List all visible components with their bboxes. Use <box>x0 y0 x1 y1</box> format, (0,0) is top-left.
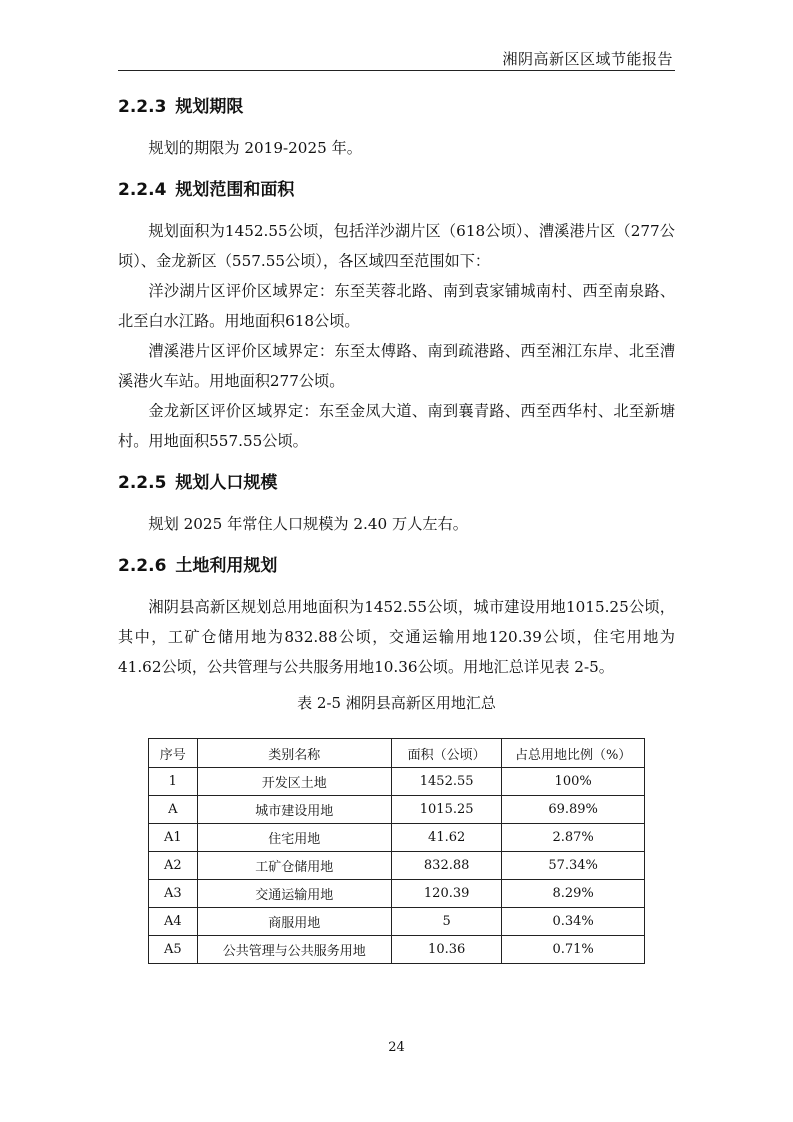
cell-ratio: 8.29% <box>502 880 645 908</box>
cell-seq: A4 <box>149 908 198 936</box>
paragraph: 规划 2025 年常住人口规模为 2.40 万人左右。 <box>148 515 468 533</box>
cell-ratio: 100% <box>502 768 645 796</box>
cell-category: 交通运输用地 <box>197 880 391 908</box>
cell-category: 住宅用地 <box>197 824 391 852</box>
paragraph: 规划的期限为 2019-2025 年。 <box>148 139 362 157</box>
table-row <box>149 908 645 936</box>
land-use-table <box>148 738 645 964</box>
column-header-category: 类别名称 <box>197 739 391 768</box>
cell-ratio: 69.89% <box>502 796 645 824</box>
cell-area: 41.62 <box>392 824 502 852</box>
page-body <box>118 92 675 716</box>
page-number: 24 <box>388 1040 405 1055</box>
cell-category: 商服用地 <box>197 908 391 936</box>
section-heading-2-2-5 <box>118 468 675 498</box>
table-row <box>149 936 645 964</box>
paragraph: 湘阴县高新区规划总用地面积为1452.55公顷，城市建设用地1015.25公顷，其中，工矿仓储用地为832.88公顷，交通运输用地120.39公顷，住宅用地为41.62公顷，公共管理与公共服务用地10.36公顷。用地汇总详见表 2-5。 <box>118 598 675 676</box>
section-heading-2-2-6 <box>118 551 675 581</box>
section-title: 土地利用规划 <box>175 556 278 576</box>
cell-ratio: 57.34% <box>502 852 645 880</box>
cell-seq: A5 <box>149 936 198 964</box>
table-row <box>149 852 645 880</box>
cell-seq: A2 <box>149 852 198 880</box>
cell-seq: A <box>149 796 198 824</box>
table-row <box>149 796 645 824</box>
cell-category: 公共管理与公共服务用地 <box>197 936 391 964</box>
cell-area: 120.39 <box>392 880 502 908</box>
running-header-title: 湘阴高新区区域节能报告 <box>502 50 673 68</box>
cell-seq: A3 <box>149 880 198 908</box>
paragraph: 规划面积为1452.55公顷，包括洋沙湖片区（618公顷）、漕溪港片区（277公顷）、金龙新区（557.55公顷），各区域四至范围如下： <box>118 222 675 270</box>
cell-ratio: 2.87% <box>502 824 645 852</box>
section-heading-2-2-3 <box>118 92 675 122</box>
paragraph: 金龙新区评价区域界定：东至金凤大道、南到襄青路、西至西华村、北至新塘村。用地面积557.55公顷。 <box>118 402 675 450</box>
cell-seq: A1 <box>149 824 198 852</box>
cell-category: 开发区土地 <box>197 768 391 796</box>
table-row <box>149 768 645 796</box>
paragraph: 漕溪港片区评价区域界定：东至太傅路、南到疏港路、西至湘江东岸、北至漕溪港火车站。用地面积277公顷。 <box>118 342 675 390</box>
cell-seq: 1 <box>149 768 198 796</box>
column-header-ratio: 占总用地比例（%） <box>502 739 645 768</box>
paragraph: 洋沙湖片区评价区域界定：东至芙蓉北路、南到袁家铺城南村、西至南泉路、北至白水江路。用地面积618公顷。 <box>118 282 675 330</box>
cell-ratio: 0.34% <box>502 908 645 936</box>
section-number: 2.2.5 <box>118 473 167 493</box>
column-header-seq: 序号 <box>149 739 198 768</box>
table-caption: 表 2-5 湘阴县高新区用地汇总 <box>297 694 496 712</box>
table-header-row <box>149 739 645 768</box>
section-title: 规划范围和面积 <box>175 180 295 200</box>
section-heading-2-2-4 <box>118 175 675 205</box>
cell-area: 1452.55 <box>392 768 502 796</box>
column-header-area: 面积（公顷） <box>392 739 502 768</box>
header-divider <box>118 70 675 71</box>
cell-area: 10.36 <box>392 936 502 964</box>
table-row <box>149 880 645 908</box>
section-number: 2.2.6 <box>118 556 167 576</box>
section-number: 2.2.4 <box>118 180 167 200</box>
section-title: 规划人口规模 <box>175 473 278 493</box>
section-number: 2.2.3 <box>118 97 167 117</box>
table-row <box>149 824 645 852</box>
cell-category: 城市建设用地 <box>197 796 391 824</box>
cell-area: 1015.25 <box>392 796 502 824</box>
cell-area: 5 <box>392 908 502 936</box>
cell-area: 832.88 <box>392 852 502 880</box>
cell-ratio: 0.71% <box>502 936 645 964</box>
section-title: 规划期限 <box>175 97 244 117</box>
cell-category: 工矿仓储用地 <box>197 852 391 880</box>
